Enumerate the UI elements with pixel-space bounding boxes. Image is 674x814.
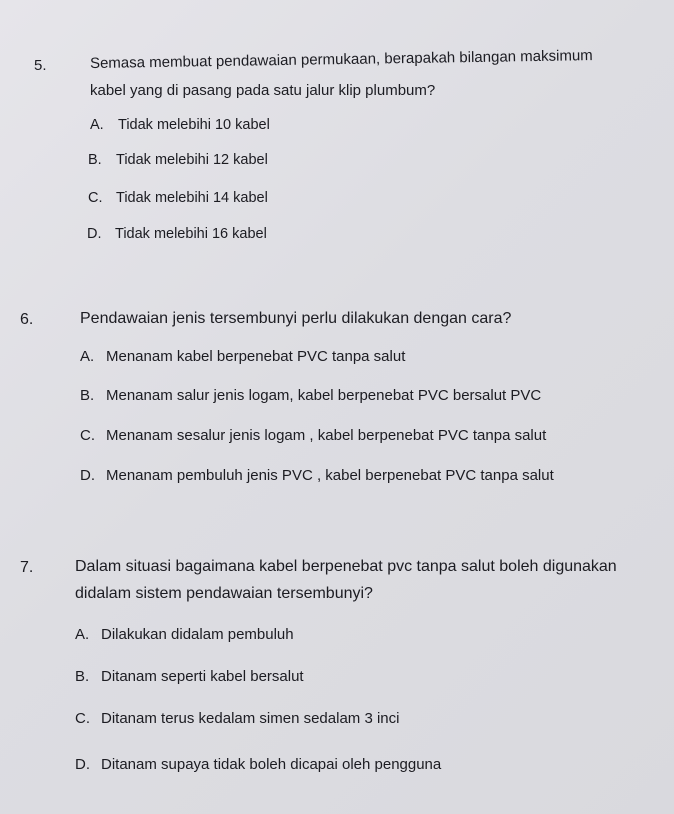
option-letter: C. <box>75 710 90 727</box>
question-text-line-1: Pendawaian jenis tersembunyi perlu dilakukan dengan cara? <box>80 310 512 327</box>
option-text: Ditanam supaya tidak boleh dicapai oleh pengguna <box>101 756 442 773</box>
option-text: Ditanam seperti kabel bersalut <box>101 668 304 685</box>
option-a <box>75 626 294 643</box>
option-letter: A. <box>80 348 95 365</box>
option-letter: A. <box>90 117 104 133</box>
option-letter: C. <box>80 427 95 444</box>
option-b <box>88 152 268 168</box>
question-text-line-1: Dalam situasi bagaimana kabel berpenebat pvc tanpa salut boleh digunakan <box>75 558 617 575</box>
option-letter: D. <box>80 467 95 484</box>
option-text: Menanam sesalur jenis logam , kabel berpenebat PVC tanpa salut <box>106 427 547 444</box>
question-text-line-1: Semasa membuat pendawaian permukaan, berapakah bilangan maksimum <box>89 47 593 72</box>
option-text: Tidak melebihi 12 kabel <box>116 152 268 168</box>
option-b <box>75 668 304 685</box>
option-b <box>80 387 541 404</box>
option-c <box>80 427 546 444</box>
option-letter: B. <box>75 668 90 685</box>
option-c <box>75 710 399 727</box>
question-text-line-2: kabel yang di pasang pada satu jalur klip plumbum? <box>90 82 436 99</box>
question-number: 6. <box>20 311 34 328</box>
option-text: Ditanam terus kedalam simen sedalam 3 inci <box>101 710 400 727</box>
option-letter: C. <box>88 190 103 206</box>
option-text: Menanam pembuluh jenis PVC , kabel berpenebat PVC tanpa salut <box>106 467 554 484</box>
option-letter: D. <box>75 756 90 773</box>
option-a <box>90 117 270 133</box>
option-letter: B. <box>80 387 95 404</box>
option-text: Tidak melebihi 10 kabel <box>118 117 270 133</box>
option-text: Menanam salur jenis logam, kabel berpenebat PVC bersalut PVC <box>106 387 542 404</box>
option-letter: D. <box>87 226 102 242</box>
option-d <box>75 756 441 773</box>
option-text: Tidak melebihi 14 kabel <box>116 190 268 206</box>
option-text: Menanam kabel berpenebat PVC tanpa salut <box>106 348 406 365</box>
option-c <box>88 190 268 206</box>
question-number: 7. <box>20 559 34 576</box>
option-d <box>80 467 554 484</box>
option-letter: B. <box>88 152 102 168</box>
option-text: Tidak melebihi 16 kabel <box>115 226 267 242</box>
question-text-line-2: didalam sistem pendawaian tersembunyi? <box>75 585 373 602</box>
option-letter: A. <box>75 626 90 643</box>
option-text: Dilakukan didalam pembuluh <box>101 626 294 643</box>
option-a <box>80 348 405 365</box>
option-d <box>87 226 267 242</box>
question-number: 5. <box>34 57 47 74</box>
